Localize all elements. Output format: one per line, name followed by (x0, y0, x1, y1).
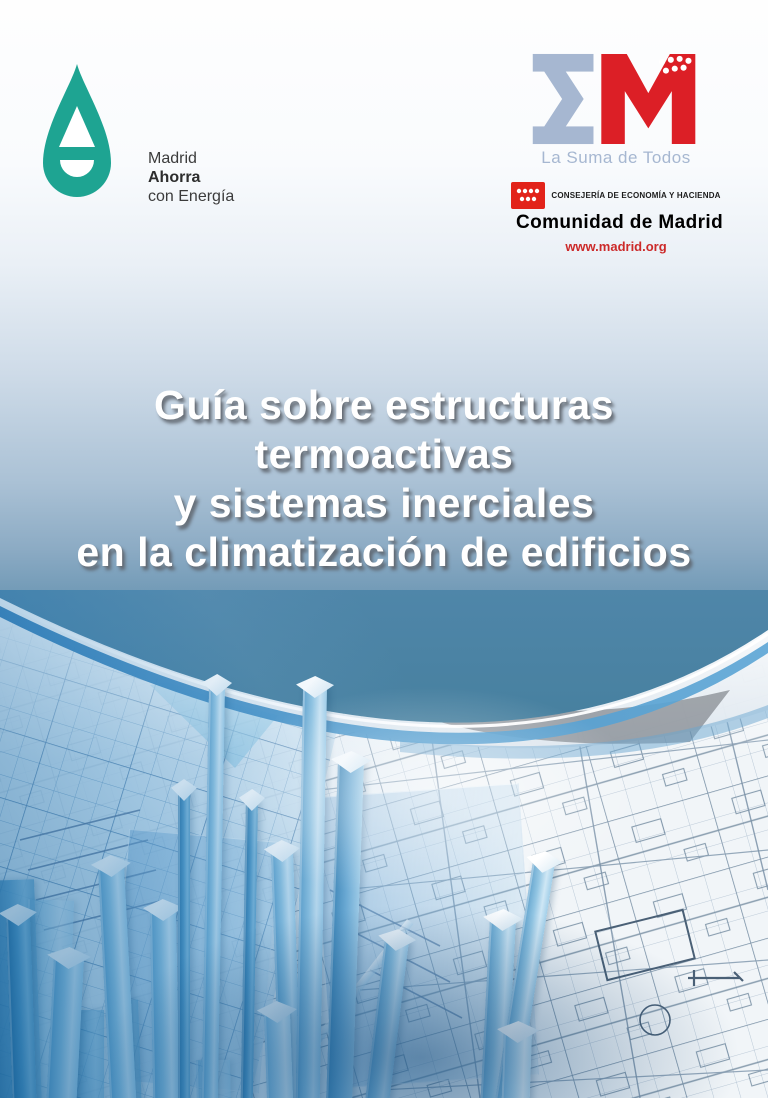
sigma-m-logo-icon (532, 52, 700, 146)
tagline: La Suma de Todos (541, 148, 691, 167)
cover-artwork (0, 590, 768, 1098)
energy-program-name (148, 149, 234, 206)
glass-column (264, 1012, 294, 1098)
water-drop-icon (40, 62, 114, 210)
government-name: Comunidad de Madrid (516, 212, 724, 233)
title-line-3: y sistemas inerciales (173, 480, 595, 526)
title-line-1: Guía sobre estructuras (154, 382, 614, 428)
cover-title (0, 381, 768, 577)
energy-program-logo (40, 62, 234, 210)
government-logo-block (516, 52, 724, 254)
energy-line-1: Madrid (148, 150, 197, 167)
madrid-flag-icon (511, 182, 545, 209)
department-name: CONSEJERÍA DE ECONOMÍA Y HACIENDA (551, 191, 721, 200)
title-line-4: en la climatización de edificios (76, 529, 692, 575)
glass-column (178, 790, 190, 1098)
energy-line-2: Ahorra (148, 169, 201, 186)
energy-line-3: con Energía (148, 188, 235, 205)
glass-column (501, 1032, 532, 1098)
title-line-2: termoactivas (254, 431, 514, 477)
glass-column (150, 910, 180, 1098)
website-url: www.madrid.org (565, 239, 667, 254)
